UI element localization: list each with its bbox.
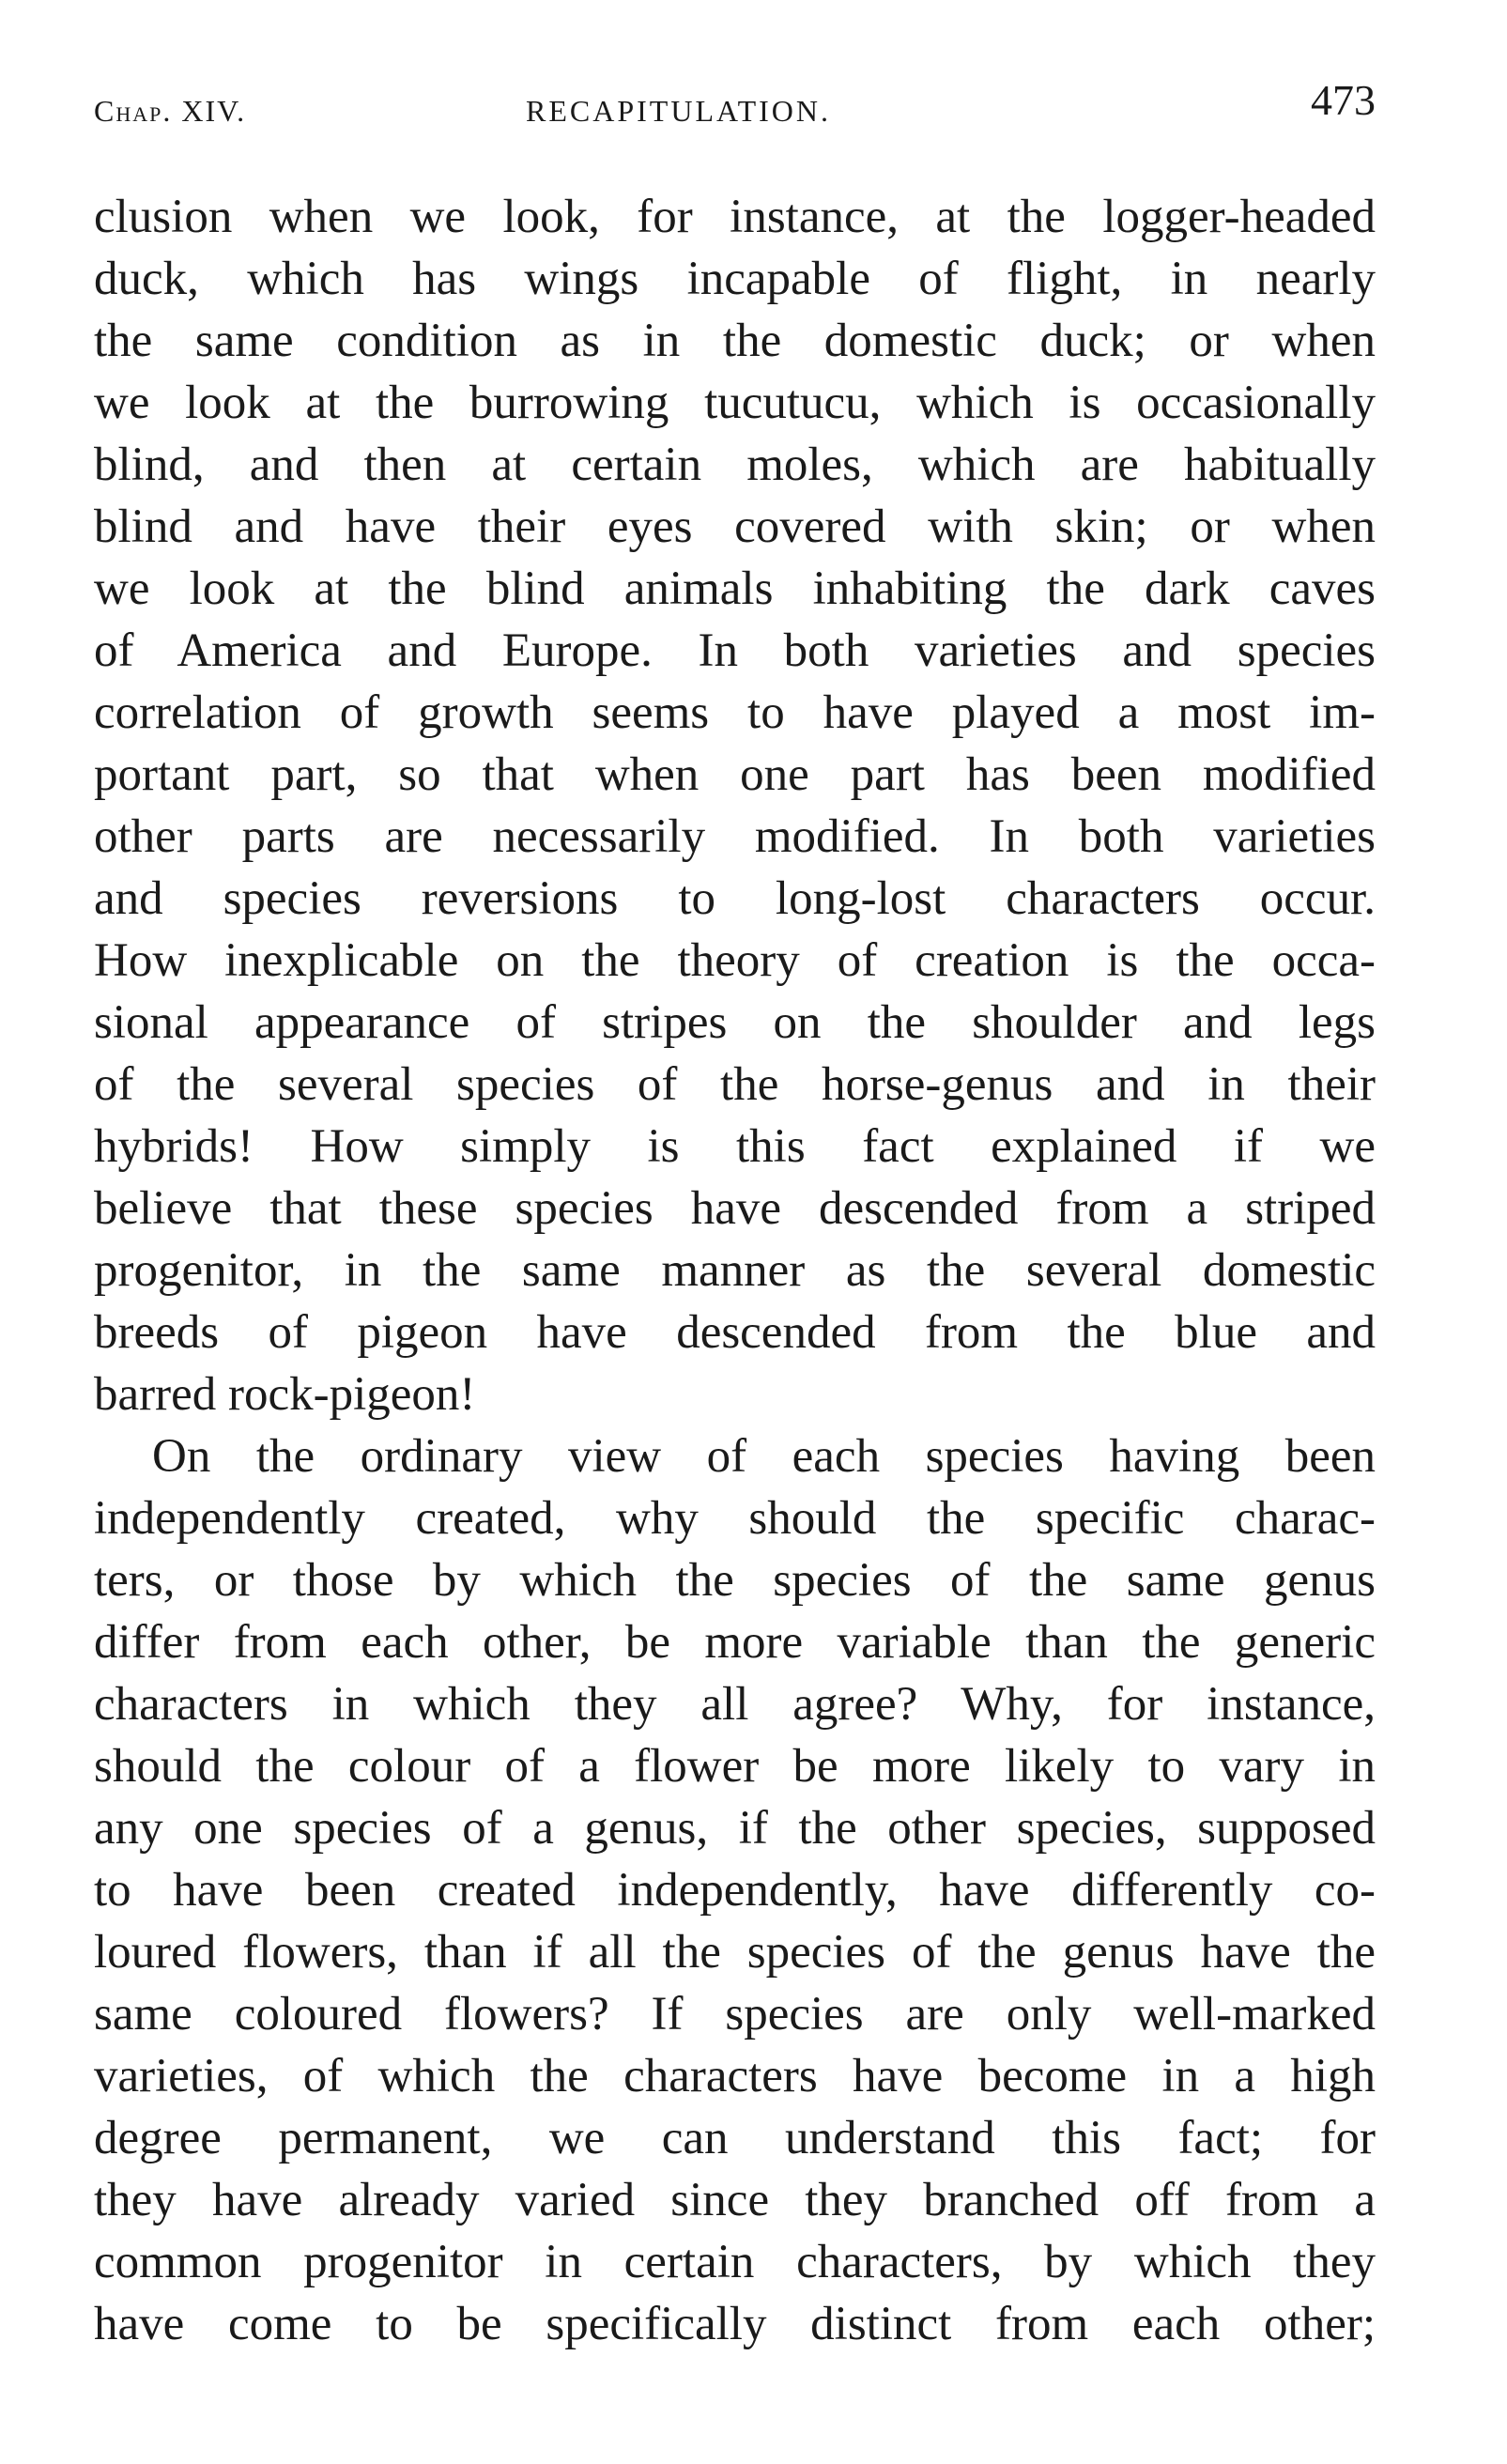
text-line: believe that these species have descended from a striped <box>94 1182 1376 1235</box>
text-line: we look at the blind animals inhabiting the dark caves <box>94 562 1376 615</box>
text-line: progenitor, in the same manner as the several domestic <box>94 1244 1376 1297</box>
text-line: and species reversions to long-lost characters occur. <box>94 872 1376 925</box>
text-line: of the several species of the horse-genus and in their <box>94 1058 1376 1111</box>
body-text <box>94 186 1376 2355</box>
text-line: blind and have their eyes covered with skin; or when <box>94 500 1376 553</box>
text-line: breeds of pigeon have descended from the blue and <box>94 1306 1376 1359</box>
paragraph-end-line: barred rock-pigeon! <box>94 1368 476 1421</box>
text-line: How inexplicable on the theory of creation is the occa- <box>94 934 1376 987</box>
paragraph-start-line: On the ordinary view of each species having been <box>152 1430 1376 1483</box>
text-line: characters in which they all agree? Why, for instance, <box>94 1678 1376 1731</box>
text-line: duck, which has wings incapable of flight, in nearly <box>94 253 1376 305</box>
text-line: independently created, why should the specific charac- <box>94 1492 1376 1545</box>
text-line: portant part, so that when one part has been modified <box>94 748 1376 801</box>
text-line: varieties, of which the characters have become in a high <box>94 2050 1376 2102</box>
text-line: clusion when we look, for instance, at the logger-headed <box>94 191 1376 243</box>
text-line: sional appearance of stripes on the shoulder and legs <box>94 996 1376 1049</box>
text-line: to have been created independently, have differently co- <box>94 1864 1376 1917</box>
text-line: ters, or those by which the species of the same genus <box>94 1554 1376 1607</box>
text-line: correlation of growth seems to have played a most im- <box>94 686 1376 739</box>
text-line: blind, and then at certain moles, which are habitually <box>94 439 1376 491</box>
text-line: should the colour of a flower be more likely to vary in <box>94 1740 1376 1793</box>
chapter-label: Chap. XIV. <box>94 94 247 128</box>
running-title: RECAPITULATION. <box>526 94 831 128</box>
text-line: any one species of a genus, if the other species, supposed <box>94 1802 1376 1855</box>
text-line: degree permanent, we can understand this fact; for <box>94 2112 1376 2164</box>
text-line: differ from each other, be more variable than the generic <box>94 1616 1376 1669</box>
text-line: same coloured flowers? If species are only well-marked <box>94 1988 1376 2040</box>
text-line: loured flowers, than if all the species of the genus have the <box>94 1926 1376 1979</box>
text-line: they have already varied since they branched off from a <box>94 2174 1376 2226</box>
text-line: we look at the burrowing tucutucu, which is occasionally <box>94 377 1376 429</box>
text-line: the same condition as in the domestic duck; or when <box>94 315 1376 367</box>
text-line: common progenitor in certain characters, by which they <box>94 2236 1376 2288</box>
text-line: other parts are necessarily modified. In both varieties <box>94 810 1376 863</box>
text-line: have come to be specifically distinct from each other; <box>94 2298 1376 2350</box>
text-line: hybrids! How simply is this fact explained if we <box>94 1120 1376 1173</box>
page-number: 473 <box>1311 76 1376 124</box>
text-line: of America and Europe. In both varieties and species <box>94 624 1376 677</box>
running-head <box>94 75 1376 141</box>
